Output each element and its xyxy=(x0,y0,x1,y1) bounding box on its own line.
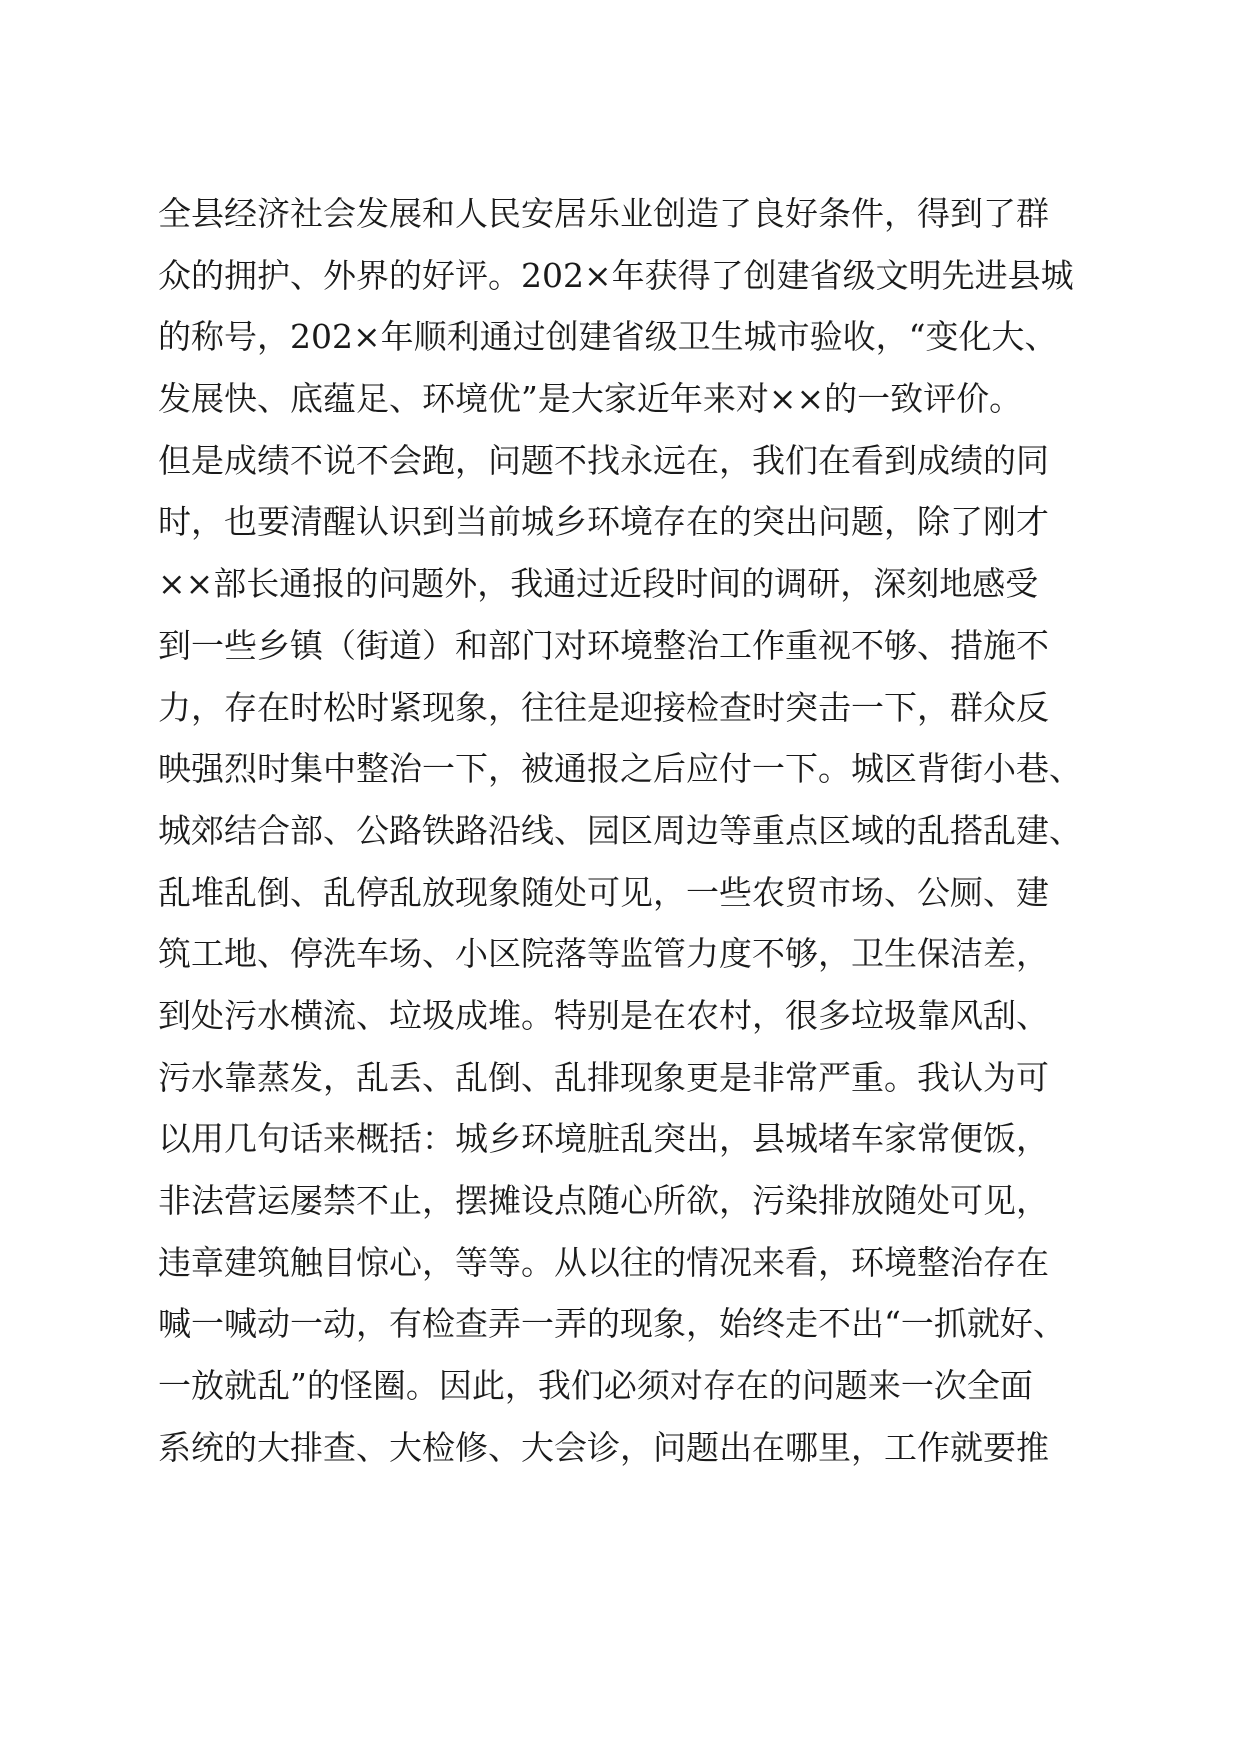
body-text xyxy=(158,183,1098,1478)
text-line-20: 一放就乱”的怪圈。因此，我们必须对存在的问题来一次全面 xyxy=(158,1366,1033,1406)
text-line-15: 污水靠蒸发，乱丢、乱倒、乱排现象更是非常严重。我认为可 xyxy=(158,1057,1049,1097)
text-line-17: 非法营运屡禁不止，摆摊设点随心所欲，污染排放随处可见， xyxy=(158,1181,1049,1220)
text-line-6: 时，也要清醒认识到当前城乡环境存在的突出问题，除了刚才 xyxy=(158,502,1049,542)
text-line-13: 筑工地、停洗车场、小区院落等监管力度不够，卫生保洁差， xyxy=(158,934,1049,974)
text-line-16: 以用几句话来概括：城乡环境脏乱突出，县城堵车家常便饭， xyxy=(158,1119,1049,1159)
text-line-12: 乱堆乱倒、乱停乱放现象随处可见，一些农贸市场、公厕、建 xyxy=(158,872,1049,912)
text-line-8: 到一些乡镇（街道）和部门对环境整治工作重视不够、措施不 xyxy=(158,625,1049,665)
text-line-9: 力，存在时松时紧现象，往往是迎接检查时突击一下，群众反 xyxy=(158,687,1049,727)
text-line-3: 的称号，202×年顺利通过创建省级卫生城市验收，“变化大、 xyxy=(158,317,1058,357)
text-line-19: 喊一喊动一动，有检查弄一弄的现象，始终走不出“一抓就好、 xyxy=(158,1304,1066,1344)
text-line-21: 系统的大排查、大检修、大会诊，问题出在哪里，工作就要推 xyxy=(158,1427,1049,1467)
text-line-11: 城郊结合部、公路铁路沿线、园区周边等重点区域的乱搭乱建、 xyxy=(158,810,1082,850)
text-line-2: 众的拥护、外界的好评。202×年获得了创建省级文明先进县城 xyxy=(158,255,1074,295)
text-line-4: 发展快、底蕴足、环境优”是大家近年来对××的一致评价。 xyxy=(158,379,1023,419)
text-line-10: 映强烈时集中整治一下，被通报之后应付一下。城区背街小巷、 xyxy=(158,749,1082,789)
text-line-5: 但是成绩不说不会跑，问题不找永远在，我们在看到成绩的同 xyxy=(158,440,1049,480)
text-line-18: 违章建筑触目惊心，等等。从以往的情况来看，环境整治存在 xyxy=(158,1242,1049,1282)
text-line-7: ××部长通报的问题外，我通过近段时间的调研，深刻地感受 xyxy=(158,564,1039,604)
text-line-1: 全县经济社会发展和人民安居乐业创造了良好条件，得到了群 xyxy=(158,194,1049,233)
text-line-14: 到处污水横流、垃圾成堆。特别是在农村，很多垃圾靠风刮、 xyxy=(158,995,1049,1035)
